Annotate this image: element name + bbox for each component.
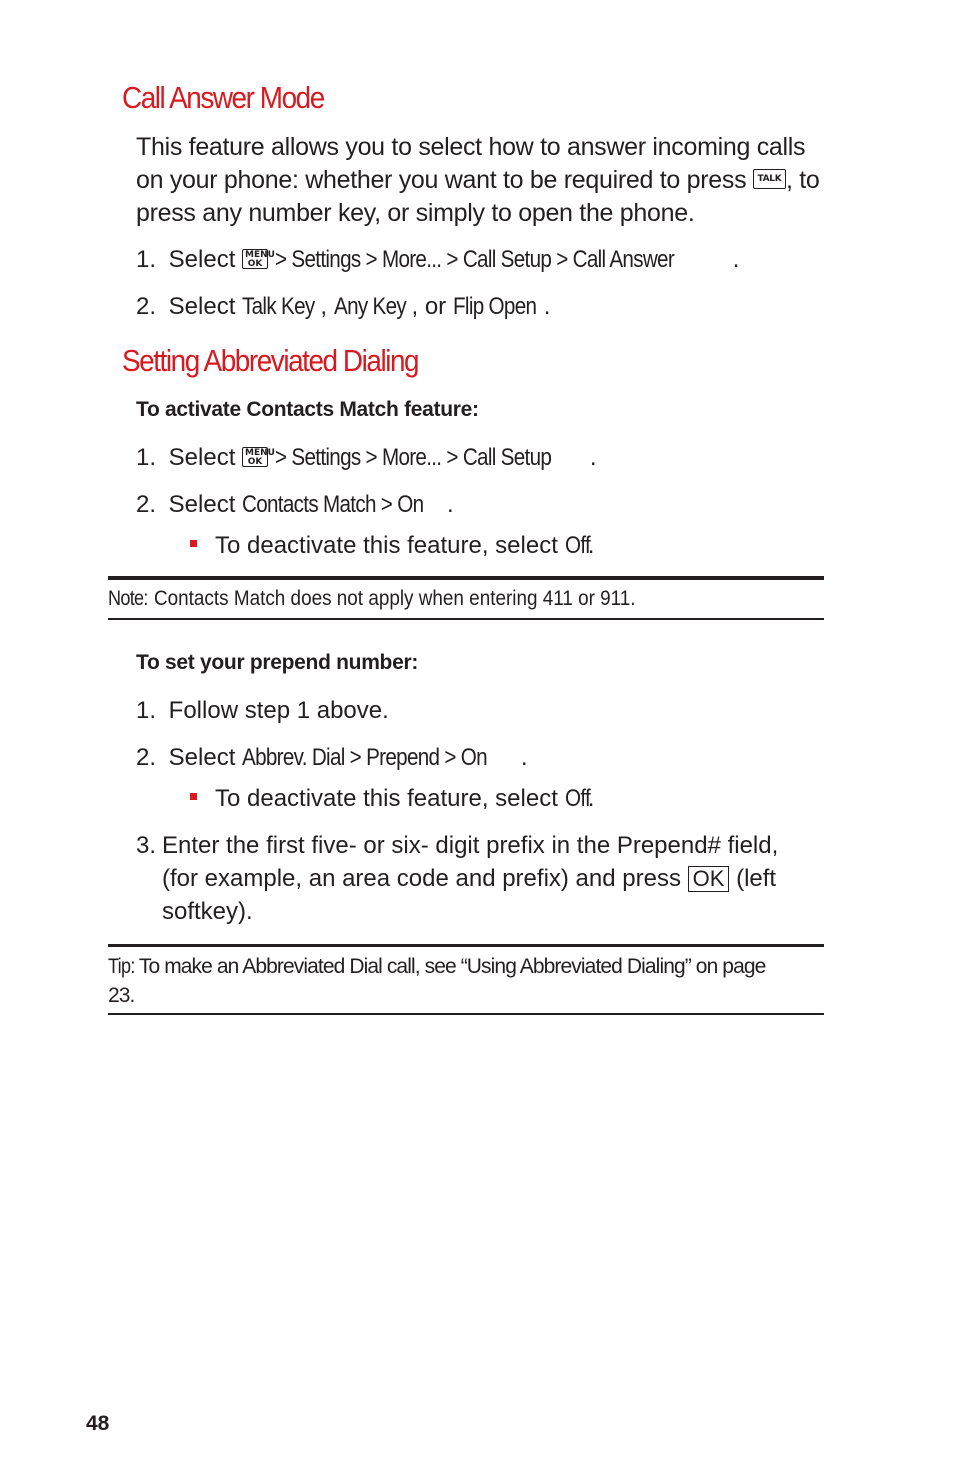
tip-text: To make an Abbreviated Dial call, see “Using Abbreviated Dialing” on page 23. bbox=[108, 955, 766, 1007]
talk-key-icon: TALK bbox=[753, 169, 786, 189]
note-box bbox=[108, 584, 824, 613]
bullet-square-icon bbox=[190, 540, 197, 547]
step-text: Follow step 1 above. bbox=[168, 697, 389, 724]
step-enter-prefix bbox=[136, 829, 806, 928]
option-flip-open: Flip Open bbox=[452, 293, 537, 320]
note-label: Note: bbox=[108, 587, 148, 610]
separator: , bbox=[320, 293, 328, 320]
step-select-call-answer bbox=[136, 243, 739, 276]
step-number: 2. bbox=[136, 491, 157, 518]
bullet-square-icon bbox=[190, 793, 197, 800]
note-top-rule bbox=[108, 576, 824, 580]
intro-text-b: , to press any number key, or simply to open the phone. bbox=[136, 166, 820, 227]
step-text-a: Enter the first five- or six- digit prefix in the Prepend# field, (for example, an area code and prefix) and press bbox=[162, 832, 779, 892]
option-any-key: Any Key bbox=[333, 293, 406, 320]
intro-paragraph bbox=[136, 131, 826, 230]
step-number: 2. bbox=[136, 744, 157, 771]
option-talk-key: Talk Key bbox=[242, 293, 315, 320]
step-select-answer-option bbox=[136, 290, 550, 323]
step-follow-step-1 bbox=[136, 694, 389, 727]
note-text: Contacts Match does not apply when entering 411 or 911. bbox=[154, 587, 636, 610]
menu-path: Abbrev. Dial > Prepend > On bbox=[242, 744, 487, 771]
tip-bottom-rule bbox=[108, 1013, 824, 1015]
tip-label: Tip: bbox=[108, 955, 135, 978]
menu-path: > Settings > More... > Call Setup bbox=[274, 444, 551, 471]
step-end: . bbox=[446, 491, 454, 518]
menu-key-bottom: OK bbox=[247, 456, 263, 467]
step-number: 1. bbox=[136, 444, 157, 471]
note-bottom-rule bbox=[108, 618, 824, 620]
subheading-set-prepend: To set your prepend number: bbox=[136, 651, 419, 674]
menu-ok-key-icon bbox=[242, 249, 275, 269]
subheading-activate-contacts-match: To activate Contacts Match feature: bbox=[136, 398, 479, 421]
select-word: Select bbox=[168, 491, 236, 518]
intro-text-a: This feature allows you to select how to answer incoming calls on your phone: whether you want to be required to press bbox=[136, 133, 806, 194]
bullet-deactivate-prepend bbox=[190, 782, 594, 815]
select-word: Select bbox=[168, 293, 236, 320]
section-title-abbreviated-dialing: Setting Abbreviated Dialing bbox=[122, 343, 419, 378]
bullet-deactivate-contacts-match bbox=[190, 529, 594, 562]
menu-key-bottom: OK bbox=[247, 258, 263, 269]
step-select-contacts-match bbox=[136, 488, 454, 521]
page-number: 48 bbox=[86, 1412, 110, 1435]
bullet-text: To deactivate this feature, select bbox=[215, 785, 558, 812]
select-word: Select bbox=[168, 744, 236, 771]
step-end: . bbox=[732, 246, 740, 273]
step-end: . bbox=[543, 293, 551, 320]
separator: , or bbox=[411, 293, 447, 320]
bullet-end: . bbox=[587, 785, 595, 812]
menu-path: Contacts Match > On bbox=[242, 491, 424, 518]
step-number: 1. bbox=[136, 246, 157, 273]
menu-key-top: MENU bbox=[245, 249, 275, 260]
tip-box bbox=[108, 952, 768, 1010]
menu-ok-key-icon bbox=[242, 447, 275, 467]
menu-key-top: MENU bbox=[245, 447, 275, 458]
step-number: 1. bbox=[136, 697, 157, 724]
step-end: . bbox=[520, 744, 528, 771]
bullet-end: . bbox=[587, 532, 595, 559]
step-select-prepend bbox=[136, 741, 528, 774]
step-number: 2. bbox=[136, 293, 157, 320]
option-off: Off bbox=[564, 785, 590, 812]
bullet-text: To deactivate this feature, select bbox=[215, 532, 558, 559]
select-word: Select bbox=[168, 444, 236, 471]
tip-top-rule bbox=[108, 944, 824, 947]
menu-path: > Settings > More... > Call Setup > Call Answer bbox=[274, 246, 674, 273]
step-number: 3. bbox=[136, 832, 157, 859]
step-end: . bbox=[589, 444, 597, 471]
select-word: Select bbox=[168, 246, 236, 273]
ok-softkey-icon: OK bbox=[688, 866, 730, 892]
step-text-b: (left softkey). bbox=[162, 865, 777, 925]
step-select-call-setup bbox=[136, 441, 597, 474]
section-title-call-answer-mode: Call Answer Mode bbox=[122, 80, 324, 115]
option-off: Off bbox=[564, 532, 590, 559]
